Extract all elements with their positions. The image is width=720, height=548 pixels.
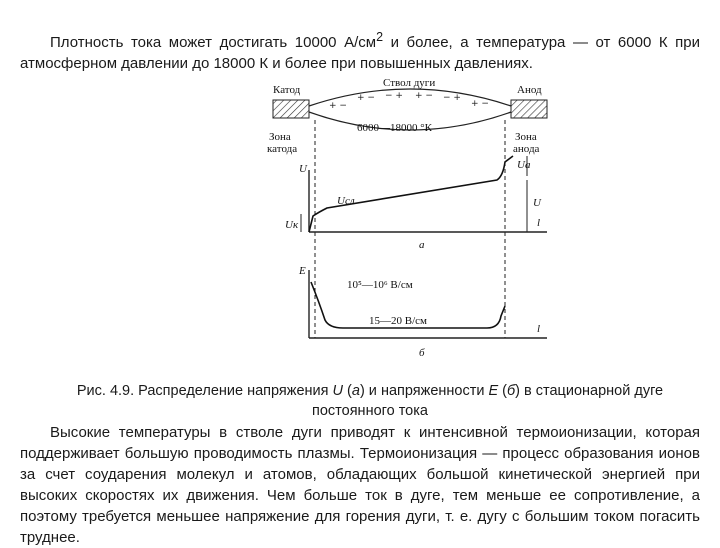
length-axis-label-top: l	[537, 217, 541, 229]
paragraph-top-text-1: Плотность тока может достигать 10000 А/см	[50, 34, 377, 51]
cathode-label: Катод	[273, 84, 301, 96]
graph-a-label: а	[419, 239, 425, 251]
svg-text:+ −: + −	[329, 101, 347, 111]
paragraph-top	[20, 27, 700, 74]
caption-u-symbol: U	[332, 382, 344, 399]
cathode-zone-label-1: Зона	[269, 131, 291, 143]
temperature-label: 6000—18000 °К	[357, 122, 432, 134]
caption-b-letter: б	[507, 382, 516, 399]
cathode-voltage-label: Uк	[285, 219, 299, 231]
voltage-curve	[309, 156, 513, 232]
anode-electrode	[511, 100, 547, 118]
figure-caption	[40, 381, 700, 421]
arc-column-label: Ствол дуги	[383, 77, 436, 89]
svg-text:+ −: + −	[415, 91, 433, 101]
caption-a-letter: а	[351, 382, 360, 399]
column-voltage-label: Uсл	[337, 195, 355, 207]
svg-text:+ −: + −	[357, 93, 375, 103]
cathode-electrode	[273, 100, 309, 118]
field-axis-label: E	[299, 265, 306, 277]
svg-text:− +: − +	[385, 91, 403, 101]
caption-text-2: (	[343, 382, 352, 399]
anode-zone-label-2: анода	[513, 143, 540, 155]
low-field-label: 15—20 В/см	[369, 315, 427, 327]
graph-b-label: б	[419, 347, 425, 359]
voltage-axis-label: U	[299, 163, 307, 175]
arc-voltage-figure	[265, 76, 555, 360]
caption-text-1: Рис. 4.9. Распределение напряжения	[76, 382, 333, 399]
caption-e-symbol: E	[488, 382, 499, 399]
caption-text-3: ) и напряженности	[359, 382, 489, 399]
anode-label: Анод	[517, 84, 542, 96]
svg-text:+ −: + −	[471, 99, 489, 109]
arc-diagram	[265, 76, 555, 360]
caption-text-4: (	[498, 382, 508, 399]
paragraph-bottom: Высокие температуры в стволе дуги приводят к интенсивной термоионизации, которая поддерживает большую проводимость плазмы. Термоионизация — процесс образования ионов за счет соударения молекул и атомов, обладающих большой кинетической энергией при высоких скоростях их движения. Чем больше ток в дуге, тем меньше ее сопротивление, а поэтому требуется меньшее напряжение для горения дуги, т. е. дугу с большим током погасить труднее.	[20, 424, 700, 546]
total-voltage-label: U	[533, 197, 541, 209]
svg-text:− +: − +	[443, 93, 461, 103]
cathode-zone-label-2: катода	[267, 143, 298, 155]
length-axis-label-bottom: l	[537, 323, 541, 335]
high-field-label: 10⁵—10⁶ В/см	[347, 279, 413, 291]
anode-voltage-label: Uа	[517, 159, 531, 171]
paragraph-top-superscript: 2	[376, 30, 384, 44]
anode-zone-label-1: Зона	[515, 131, 537, 143]
caption-text-5: ) в стационарной дуге постоянного тока	[312, 382, 664, 419]
paragraph-top-text-2: и более, а температура — от 6000 К при атмосферном давлении до 18000 К и более при повышенных давлениях.	[20, 34, 700, 72]
